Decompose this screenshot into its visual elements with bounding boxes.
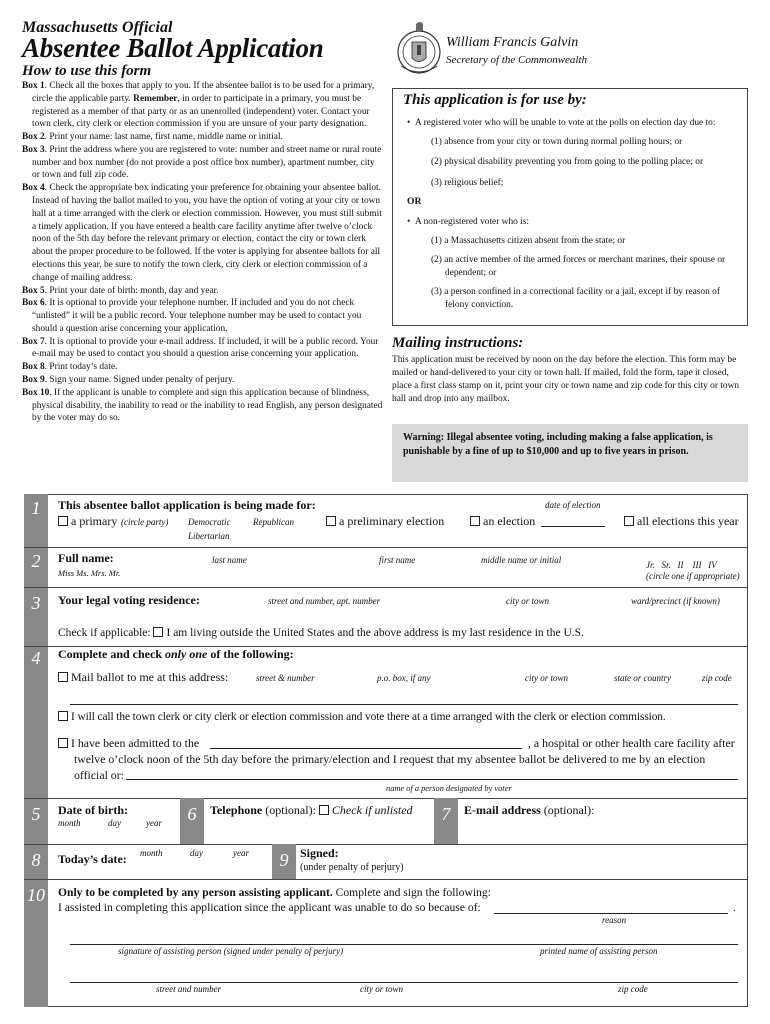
instruction-box-label: Box 7: [22, 336, 45, 347]
assist-reason-field[interactable]: [494, 913, 728, 914]
dob-year-caption: year: [146, 818, 162, 828]
assistant-signature-line[interactable]: [70, 944, 738, 945]
instruction-item: [22, 182, 384, 284]
section-4-number: 4: [31, 648, 41, 668]
instruction-item: [22, 387, 384, 425]
all-elections-checkbox[interactable]: [624, 516, 634, 526]
section-6-title: [210, 803, 413, 819]
instruction-box-label: Box 5: [22, 285, 45, 296]
instruction-item: [22, 144, 384, 182]
instruction-item: [22, 80, 384, 131]
instruction-text: . Print your date of birth: month, day and year.: [44, 285, 219, 296]
today-year-caption: year: [233, 848, 249, 858]
party-democratic[interactable]: Democratic: [188, 517, 231, 527]
official-name: William Francis Galvin: [446, 35, 579, 50]
call-clerk-label: I will call the town clerk or city clerk or election commission and vote there at a time arranged with the clerk or election commission.: [71, 711, 666, 723]
mailing-heading: Mailing instructions:: [392, 335, 524, 351]
name-suffixes[interactable]: Jr. Sr. II III IV: [646, 560, 717, 570]
mail-zip-caption: zip code: [702, 673, 732, 683]
mail-state-caption: state or country: [614, 673, 671, 683]
preliminary-checkbox[interactable]: [326, 516, 336, 526]
suffix-note: (circle one if appropriate): [646, 571, 740, 581]
instruction-text: . If the applicant is unable to complete and sign this application because of blindness, physical disability, the inability to read or the inability to read English, any person designated by the voter may do so.: [32, 387, 383, 424]
divider: [24, 798, 748, 799]
section-2-number: 2: [31, 551, 41, 571]
admitted-text-b: , a hospital or other health care facility after: [528, 736, 735, 750]
divider: [24, 844, 748, 845]
instruction-text: . Print your name: last name, first name, middle name or initial.: [44, 132, 283, 143]
instructions-list: [22, 80, 384, 425]
instruction-box-label: Box 2: [22, 132, 45, 143]
all-elections-option[interactable]: [624, 514, 739, 530]
preliminary-label: a preliminary election: [339, 514, 445, 528]
section-9-title: Signed:: [300, 846, 339, 860]
use-by-bullet2-text: A non-registered voter who is:: [414, 217, 530, 227]
instruction-box-label: Box 10: [22, 387, 50, 398]
s4-title-post: of the following:: [207, 647, 294, 661]
instruction-item: [22, 297, 384, 335]
mail-pobox-caption: p.o. box, if any: [377, 673, 431, 683]
party-libertarian[interactable]: Libertarian: [188, 531, 230, 541]
instruction-box-label: Box 3: [22, 144, 45, 155]
section-10-number: 10: [27, 885, 45, 905]
divider: [24, 587, 748, 588]
page-title: Absentee Ballot Application: [22, 33, 324, 63]
today-month-caption: month: [140, 848, 163, 858]
unlisted-checkbox[interactable]: [319, 805, 329, 815]
last-name-caption: last name: [212, 555, 247, 565]
instruction-item: [22, 361, 384, 374]
outside-us-checkbox[interactable]: [153, 627, 163, 637]
reason1-item: (1) absence from your city or town during normal polling hours; or: [431, 137, 683, 147]
reason1-item: (3) religious belief;: [431, 177, 504, 188]
instruction-box-label: Box 4: [22, 183, 45, 194]
middle-name-caption: middle name or initial: [481, 555, 562, 565]
mail-ballot-option[interactable]: [58, 670, 228, 686]
state-seal-icon: [396, 18, 442, 78]
unlisted-label: Check if unlisted: [331, 803, 413, 817]
signed-subtext: (under penalty of perjury): [300, 862, 404, 873]
all-elections-label: all elections this year: [637, 514, 739, 528]
election-option[interactable]: [470, 514, 535, 530]
ward-caption: ward/precinct (if known): [631, 596, 720, 606]
primary-option[interactable]: [58, 514, 117, 530]
instruction-text: . Sign your name. Signed under penalty of perjury.: [44, 374, 235, 385]
mail-ballot-checkbox[interactable]: [58, 672, 68, 682]
use-by-bullet1-text: A registered voter who will be unable to vote at the polls on election day due to:: [414, 118, 716, 128]
instruction-item: [22, 285, 384, 298]
primary-label: a primary: [71, 514, 118, 528]
use-by-box: [392, 88, 748, 326]
instruction-box-label: Box 6: [22, 298, 45, 309]
s4-title-emphasis: only one: [165, 647, 208, 661]
election-label: an election: [483, 514, 536, 528]
telephone-label: Telephone: [210, 803, 263, 817]
instruction-text: . Print today’s date.: [44, 362, 118, 373]
reasons1-list: [431, 136, 747, 189]
instruction-text: . Check all the boxes that apply to you. If the absentee ballot is to be used for a primary, circle the applicable party.: [32, 81, 375, 104]
section-2-title: Full name:: [58, 551, 114, 565]
dob-day-caption: day: [108, 818, 121, 828]
instruction-box-label: Box 8: [22, 362, 45, 373]
assistant-address-line[interactable]: [70, 982, 738, 983]
admitted-label: I have been admitted to the: [71, 736, 200, 750]
date-of-election-caption: date of election: [545, 500, 601, 510]
call-clerk-option[interactable]: [58, 710, 666, 725]
instruction-box-label: Box 9: [22, 374, 45, 385]
telephone-optional: (optional):: [262, 803, 319, 817]
section-10-title: [58, 885, 491, 900]
section-8-number: 8: [31, 850, 41, 870]
instruction-item: [22, 131, 384, 144]
preliminary-option[interactable]: [326, 514, 444, 530]
today-day-caption: day: [190, 848, 203, 858]
reason1-item: (2) physical disability preventing you from going to the polling place; or: [431, 157, 704, 168]
mail-street-caption: street & number: [256, 673, 315, 683]
outside-us-option[interactable]: [58, 626, 584, 641]
header-line1: Massachusetts Official: [22, 19, 173, 36]
email-label: E-mail address: [464, 803, 541, 817]
use-by-bullet1: • A registered voter who will be unable to vote at the polls on election day due to:: [407, 118, 716, 128]
use-by-bullet2: • A non-registered voter who is:: [407, 217, 530, 227]
mail-address-line[interactable]: [70, 704, 738, 705]
section-7-number: 7: [434, 798, 458, 844]
reason2-item: (1) a Massachusetts citizen absent from the state; or: [431, 236, 626, 246]
admitted-text-c: twelve o’clock noon of the 5th day before the primary/election and I request that my absentee ballot be delivered to me by an election: [74, 752, 706, 766]
assist-period: .: [733, 901, 736, 914]
election-checkbox[interactable]: [470, 516, 480, 526]
section-4-title: [58, 647, 294, 663]
mailing-text: This application must be received by noon on the day before the election. This form may be mailed or hand-delivered to your city or town hall. If mailed, fold the form, tape it closed, place a first class stamp on it, print your city or town name and zip code for this city or town hall and drop into any mailbox.: [392, 355, 740, 405]
instruction-text: . Check the appropriate box indicating your preference for obtaining your absentee ballot. Instead of having the ballot mailed to you, you have the option of voting at your city or town hall at a time arranged with the clerk or election commission. However, you must still submit a timely application. If you have entered a health care facility anytime after twelve o’clock noon of the 5th day before the relevant primary or election, contact the city or town clerk about the proper procedure to be followed. If the voter is applying for absentee ballots for all elections this year, be sure to notify the town clerk, city clerk or election commission of a change of mailing address.: [32, 183, 382, 283]
divider: [24, 547, 748, 548]
instruction-item: [22, 336, 384, 362]
use-by-heading: This application is for use by:: [403, 92, 587, 108]
primary-checkbox[interactable]: [58, 516, 68, 526]
official-or-label: official or:: [74, 768, 124, 782]
instruction-text: . It is optional to provide your e-mail address. If included, it will be a public record. Your e-mail may be used to contact you should a question arise concerning your application.: [32, 336, 379, 360]
s10-title-rest: Complete and sign the following:: [332, 886, 491, 899]
dob-month-caption: month: [58, 818, 81, 828]
official-title: Secretary of the Commonwealth: [446, 54, 588, 66]
section-8-title: Today’s date:: [58, 852, 127, 866]
email-optional: (optional):: [540, 803, 595, 817]
reasons2-list: [431, 235, 737, 311]
section-7-title: [464, 803, 594, 819]
first-name-caption: first name: [379, 555, 416, 565]
s10-title-bold: Only to be completed by any person assisting applicant.: [58, 886, 333, 899]
facility-name-field[interactable]: [210, 748, 522, 749]
or-label: OR: [407, 196, 422, 207]
section-5-number: 5: [31, 804, 41, 824]
name-prefixes[interactable]: Miss Ms. Mrs. Mr.: [58, 568, 121, 578]
reason2-item: (2) an active member of the armed forces or merchant marines, their spouse or dependent; or: [431, 255, 726, 278]
warning-box: Warning: Illegal absentee voting, including making a false application, is punishable by a fine of up to $10,000 and up to five years in prison.: [392, 424, 748, 482]
check-if-applicable-label: Check if applicable:: [58, 627, 151, 639]
section-3-title: Your legal voting residence:: [58, 593, 200, 607]
section-3-number: 3: [31, 593, 41, 613]
city-caption: city or town: [506, 596, 549, 606]
designated-caption: name of a person designated by voter: [386, 784, 512, 793]
mail-ballot-label: Mail ballot to me at this address:: [71, 670, 229, 684]
admitted-option[interactable]: [58, 736, 199, 752]
section-1-number: 1: [31, 498, 41, 518]
party-republican[interactable]: Republican: [253, 517, 294, 527]
section-1-title: This absentee ballot application is being made for:: [58, 498, 316, 512]
instruction-box-label: Box 1: [22, 81, 45, 91]
assist-reason-text: I assisted in completing this application since the applicant was unable to do so because of:: [58, 901, 481, 914]
street-caption: street and number, apt. number: [268, 596, 381, 606]
section-9-number: 9: [272, 844, 296, 879]
election-date-field[interactable]: [541, 526, 605, 527]
printed-name-caption: printed name of assisting person: [540, 946, 658, 956]
s4-title-pre: Complete and check: [58, 647, 165, 661]
designated-person-field[interactable]: [126, 779, 738, 780]
call-clerk-checkbox[interactable]: [58, 711, 68, 721]
divider: [24, 879, 748, 880]
reason-caption: reason: [602, 915, 627, 925]
mail-city-caption: city or town: [525, 673, 568, 683]
assist-street-caption: street and number: [156, 984, 222, 994]
instruction-text: . Print the address where you are registered to vote: number and street name or rural route number and box number (do not provide a post office box number), apartment number, city or town and full zip code.: [32, 144, 382, 181]
circle-party-note: (circle party): [121, 517, 169, 527]
section-6-number: 6: [180, 798, 204, 844]
how-to-heading: How to use this form: [22, 63, 152, 79]
admitted-checkbox[interactable]: [58, 738, 68, 748]
instruction-text: . It is optional to provide your telephone number. If included and you do not check “unlisted” it will be a public record. Your telephone number may be used to contact you should a question arise concerning your application.: [32, 298, 362, 334]
outside-us-label: I am living outside the United States and the above address is my last residence in the U.S.: [166, 627, 584, 639]
assist-zip-caption: zip code: [618, 984, 648, 994]
instruction-text-cont: , in order to participate in a primary, you must be registered as a member of that party or as an unenrolled (independent) voter. Contact your town clerk, city clerk or election commission if you are unsure of your party designation.: [32, 93, 370, 130]
signature-caption: signature of assisting person (signed under penalty of perjury): [118, 946, 344, 956]
reason2-item: (3) a person confined in a correctional facility or a jail, except if by reason of felony conviction.: [431, 287, 720, 310]
assist-city-caption: city or town: [360, 984, 403, 994]
instruction-item: [22, 374, 384, 387]
instruction-emphasis: Remember: [133, 93, 178, 104]
section-5-title: Date of birth:: [58, 803, 128, 817]
